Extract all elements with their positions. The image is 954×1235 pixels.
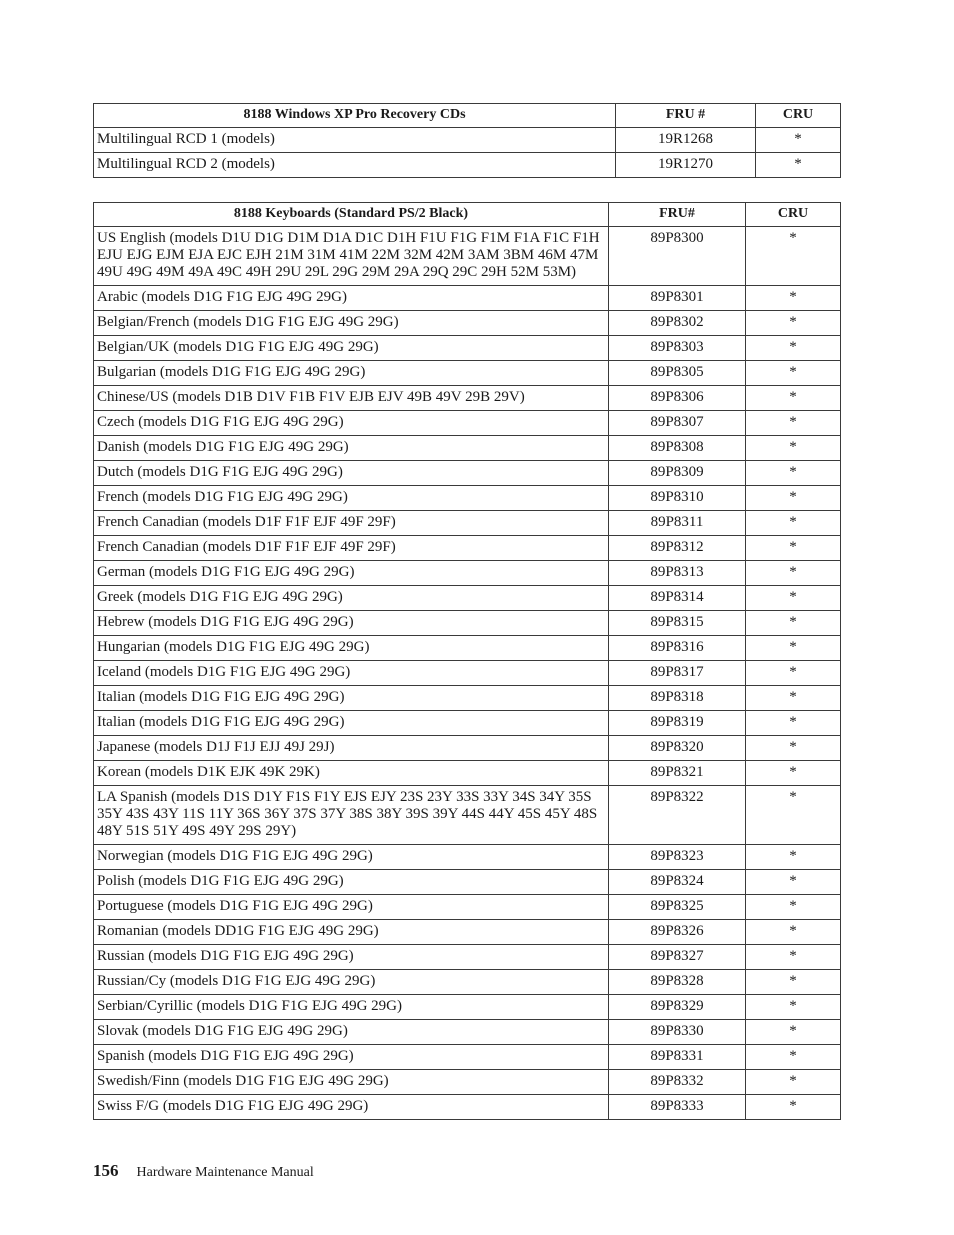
table-row — [94, 736, 841, 761]
cell-description: Romanian (models DD1G F1G EJG 49G 29G) — [94, 920, 609, 945]
table-row — [94, 536, 841, 561]
table-row — [94, 661, 841, 686]
keyboard-table — [93, 202, 841, 1120]
table-row — [94, 1045, 841, 1070]
cell-description: German (models D1G F1G EJG 49G 29G) — [94, 561, 609, 586]
cell-description: Multilingual RCD 1 (models) — [94, 128, 616, 153]
cell-description: Norwegian (models D1G F1G EJG 49G 29G) — [94, 845, 609, 870]
cell-fru-number: 89P8311 — [609, 511, 746, 536]
column-header-description: 8188 Keyboards (Standard PS/2 Black) — [94, 203, 609, 227]
table-row — [94, 611, 841, 636]
table-row — [94, 970, 841, 995]
table-row — [94, 636, 841, 661]
cell-cru: * — [746, 661, 841, 686]
cell-cru: * — [746, 586, 841, 611]
cell-fru-number: 89P8329 — [609, 995, 746, 1020]
cell-cru: * — [746, 1020, 841, 1045]
cell-fru-number: 89P8327 — [609, 945, 746, 970]
table-row — [94, 311, 841, 336]
table-row — [94, 1095, 841, 1120]
cell-description: LA Spanish (models D1S D1Y F1S F1Y EJS EJY 23S 23Y 33S 33Y 34S 34Y 35S 35Y 43S 43Y 11S 11Y 36S 36Y 37S 37Y 38S 38Y 39S 39Y 44S 44Y 45S 45Y 48S 48Y 51S 51Y 49S 49Y 29S 29Y) — [94, 786, 609, 845]
cell-cru: * — [746, 1070, 841, 1095]
cell-cru: * — [746, 286, 841, 311]
cell-fru-number: 89P8328 — [609, 970, 746, 995]
table-row — [94, 686, 841, 711]
cell-description: Russian/Cy (models D1G F1G EJG 49G 29G) — [94, 970, 609, 995]
cell-description: Danish (models D1G F1G EJG 49G 29G) — [94, 436, 609, 461]
cell-description: Italian (models D1G F1G EJG 49G 29G) — [94, 711, 609, 736]
table-row — [94, 286, 841, 311]
cell-fru-number: 89P8300 — [609, 227, 746, 286]
column-header-cru: CRU — [756, 104, 841, 128]
table-row — [94, 128, 841, 153]
column-header-description: 8188 Windows XP Pro Recovery CDs — [94, 104, 616, 128]
table-row — [94, 436, 841, 461]
cell-fru-number: 89P8330 — [609, 1020, 746, 1045]
table-row — [94, 845, 841, 870]
cell-cru: * — [746, 386, 841, 411]
cell-description: Arabic (models D1G F1G EJG 49G 29G) — [94, 286, 609, 311]
cell-description: Czech (models D1G F1G EJG 49G 29G) — [94, 411, 609, 436]
table-row — [94, 411, 841, 436]
recovery-cd-table — [93, 103, 841, 178]
cell-fru-number: 89P8324 — [609, 870, 746, 895]
cell-cru: * — [746, 361, 841, 386]
cell-description: French Canadian (models D1F F1F EJF 49F 29F) — [94, 511, 609, 536]
cell-cru: * — [746, 411, 841, 436]
recovery-cd-table-body — [94, 128, 841, 178]
column-header-cru: CRU — [746, 203, 841, 227]
cell-fru-number: 89P8307 — [609, 411, 746, 436]
cell-fru-number: 89P8325 — [609, 895, 746, 920]
cell-description: US English (models D1U D1G D1M D1A D1C D1H F1U F1G F1M F1A F1C F1H EJU EJG EJM EJA EJC EJH 21M 31M 41M 22M 32M 42M 3AM 3BM 46M 47M 49U 49G 49M 49A 49C 49H 29U 29L 29G 29M 29A 29Q 29C 29H 52M 53M) — [94, 227, 609, 286]
table-row — [94, 920, 841, 945]
table-row — [94, 511, 841, 536]
cell-fru-number: 89P8308 — [609, 436, 746, 461]
cell-cru: * — [746, 511, 841, 536]
keyboard-table-body — [94, 227, 841, 1120]
column-header-fru: FRU# — [609, 203, 746, 227]
cell-description: Portuguese (models D1G F1G EJG 49G 29G) — [94, 895, 609, 920]
cell-description: Bulgarian (models D1G F1G EJG 49G 29G) — [94, 361, 609, 386]
column-header-fru: FRU # — [616, 104, 756, 128]
cell-description: Dutch (models D1G F1G EJG 49G 29G) — [94, 461, 609, 486]
cell-cru: * — [746, 311, 841, 336]
table-row — [94, 1020, 841, 1045]
cell-fru-number: 89P8331 — [609, 1045, 746, 1070]
cell-cru: * — [746, 736, 841, 761]
table-row — [94, 336, 841, 361]
table-header-row — [94, 104, 841, 128]
cell-cru: * — [746, 945, 841, 970]
cell-cru: * — [746, 845, 841, 870]
cell-fru-number: 89P8316 — [609, 636, 746, 661]
cell-cru: * — [746, 786, 841, 845]
cell-cru: * — [746, 436, 841, 461]
cell-cru: * — [746, 227, 841, 286]
cell-cru: * — [746, 636, 841, 661]
table-row — [94, 361, 841, 386]
cell-description: Spanish (models D1G F1G EJG 49G 29G) — [94, 1045, 609, 1070]
cell-fru-number: 89P8314 — [609, 586, 746, 611]
cell-fru-number: 89P8303 — [609, 336, 746, 361]
cell-description: French (models D1G F1G EJG 49G 29G) — [94, 486, 609, 511]
page-number: 156 — [93, 1161, 119, 1180]
table-row — [94, 786, 841, 845]
cell-description: Serbian/Cyrillic (models D1G F1G EJG 49G 29G) — [94, 995, 609, 1020]
table-row — [94, 586, 841, 611]
table-row — [94, 895, 841, 920]
cell-fru-number: 19R1268 — [616, 128, 756, 153]
cell-cru: * — [746, 711, 841, 736]
cell-fru-number: 89P8317 — [609, 661, 746, 686]
cell-cru: * — [746, 970, 841, 995]
table-row — [94, 561, 841, 586]
cell-cru: * — [746, 611, 841, 636]
cell-description: Slovak (models D1G F1G EJG 49G 29G) — [94, 1020, 609, 1045]
cell-description: Belgian/French (models D1G F1G EJG 49G 29G) — [94, 311, 609, 336]
cell-fru-number: 89P8309 — [609, 461, 746, 486]
cell-cru: * — [746, 536, 841, 561]
cell-fru-number: 89P8332 — [609, 1070, 746, 1095]
cell-cru: * — [746, 686, 841, 711]
cell-fru-number: 89P8333 — [609, 1095, 746, 1120]
cell-cru: * — [746, 1045, 841, 1070]
cell-description: Korean (models D1K EJK 49K 29K) — [94, 761, 609, 786]
table-row — [94, 945, 841, 970]
cell-fru-number: 89P8310 — [609, 486, 746, 511]
cell-fru-number: 89P8326 — [609, 920, 746, 945]
table-header-row — [94, 203, 841, 227]
manual-title: Hardware Maintenance Manual — [136, 1165, 314, 1180]
cell-fru-number: 89P8313 — [609, 561, 746, 586]
cell-fru-number: 89P8318 — [609, 686, 746, 711]
cell-description: Russian (models D1G F1G EJG 49G 29G) — [94, 945, 609, 970]
cell-cru: * — [746, 920, 841, 945]
cell-description: Iceland (models D1G F1G EJG 49G 29G) — [94, 661, 609, 686]
cell-fru-number: 89P8312 — [609, 536, 746, 561]
cell-description: Chinese/US (models D1B D1V F1B F1V EJB EJV 49B 49V 29B 29V) — [94, 386, 609, 411]
table-row — [94, 461, 841, 486]
page-footer — [93, 1161, 314, 1181]
cell-cru: * — [746, 895, 841, 920]
cell-cru: * — [746, 561, 841, 586]
cell-cru: * — [746, 870, 841, 895]
table-row — [94, 386, 841, 411]
cell-cru: * — [746, 761, 841, 786]
cell-fru-number: 19R1270 — [616, 153, 756, 178]
cell-fru-number: 89P8321 — [609, 761, 746, 786]
cell-fru-number: 89P8306 — [609, 386, 746, 411]
cell-cru: * — [746, 1095, 841, 1120]
table-row — [94, 227, 841, 286]
cell-description: Swiss F/G (models D1G F1G EJG 49G 29G) — [94, 1095, 609, 1120]
table-row — [94, 711, 841, 736]
table-row — [94, 870, 841, 895]
cell-cru: * — [746, 336, 841, 361]
table-row — [94, 486, 841, 511]
cell-description: Swedish/Finn (models D1G F1G EJG 49G 29G) — [94, 1070, 609, 1095]
cell-fru-number: 89P8322 — [609, 786, 746, 845]
cell-description: Italian (models D1G F1G EJG 49G 29G) — [94, 686, 609, 711]
cell-fru-number: 89P8315 — [609, 611, 746, 636]
cell-fru-number: 89P8323 — [609, 845, 746, 870]
table-row — [94, 153, 841, 178]
cell-description: Greek (models D1G F1G EJG 49G 29G) — [94, 586, 609, 611]
cell-description: Hebrew (models D1G F1G EJG 49G 29G) — [94, 611, 609, 636]
cell-cru: * — [746, 461, 841, 486]
cell-fru-number: 89P8319 — [609, 711, 746, 736]
cell-description: Multilingual RCD 2 (models) — [94, 153, 616, 178]
cell-description: French Canadian (models D1F F1F EJF 49F 29F) — [94, 536, 609, 561]
cell-fru-number: 89P8302 — [609, 311, 746, 336]
cell-description: Belgian/UK (models D1G F1G EJG 49G 29G) — [94, 336, 609, 361]
table-row — [94, 761, 841, 786]
cell-description: Hungarian (models D1G F1G EJG 49G 29G) — [94, 636, 609, 661]
cell-cru: * — [746, 995, 841, 1020]
cell-cru: * — [746, 486, 841, 511]
cell-fru-number: 89P8320 — [609, 736, 746, 761]
cell-cru: * — [756, 153, 841, 178]
cell-description: Polish (models D1G F1G EJG 49G 29G) — [94, 870, 609, 895]
cell-description: Japanese (models D1J F1J EJJ 49J 29J) — [94, 736, 609, 761]
table-row — [94, 1070, 841, 1095]
table-row — [94, 995, 841, 1020]
cell-fru-number: 89P8301 — [609, 286, 746, 311]
cell-cru: * — [756, 128, 841, 153]
cell-fru-number: 89P8305 — [609, 361, 746, 386]
